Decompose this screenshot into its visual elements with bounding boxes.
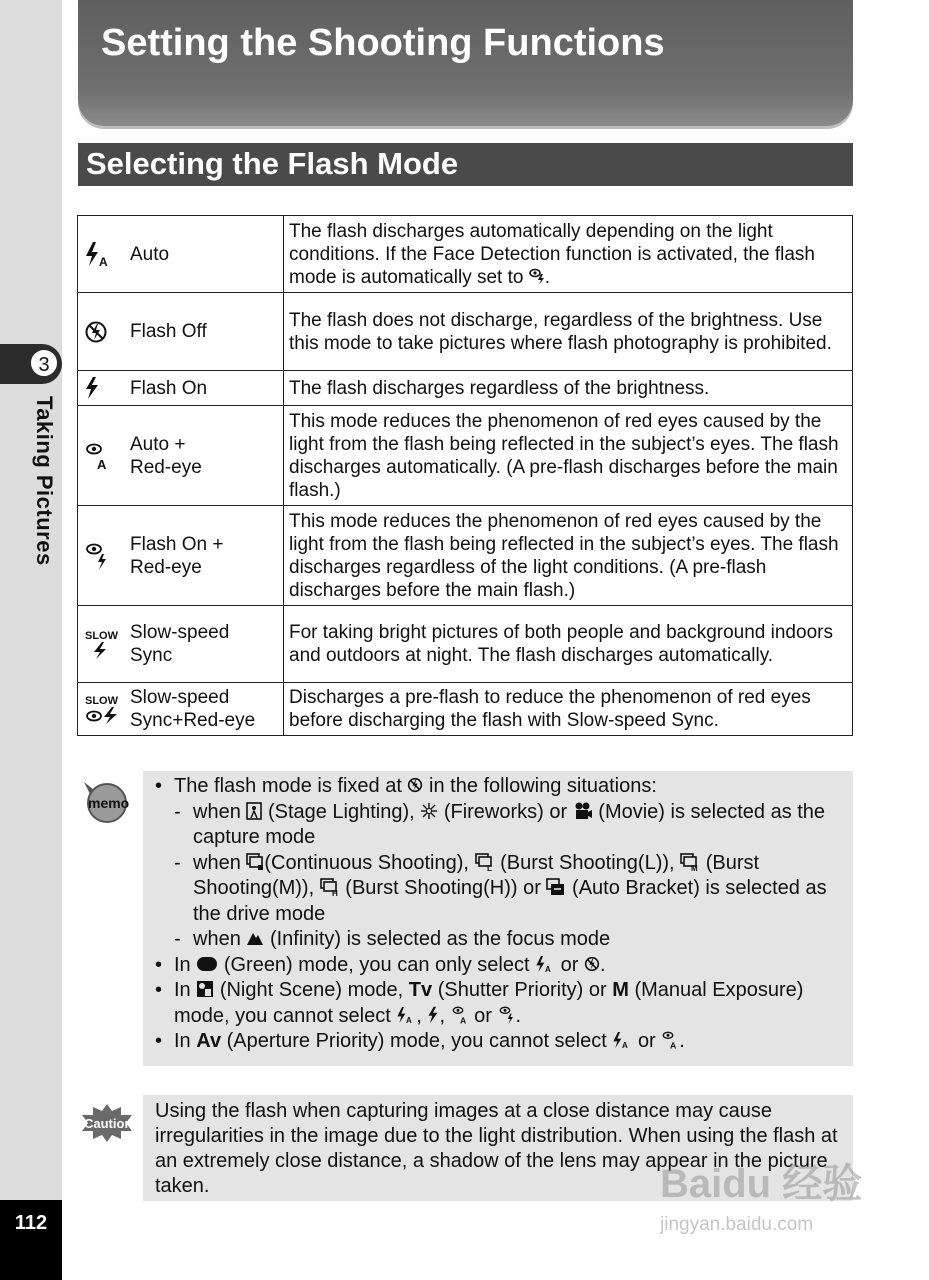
- memo-sub-item: - when (Stage Lighting), (Fireworks) or (Movie) is selected as the capture mode: [174, 800, 826, 848]
- flash-mode-table: [77, 215, 853, 736]
- green-mode-icon: [196, 956, 218, 972]
- flash-on-red-eye-inline-icon: [529, 267, 545, 285]
- flash-on-red-eye-icon: [84, 541, 130, 571]
- memo-content: [155, 774, 845, 1055]
- mode-description: The flash does not discharge, regardless of the brightness. Use this mode to take pictures where flash photography is prohibited.: [284, 293, 853, 371]
- movie-icon: [573, 802, 593, 820]
- mode-description: For taking bright pictures of both people and background indoors and outdoors at night. The flash discharges automatically.: [284, 606, 853, 683]
- memo-bullet: • The flash mode is fixed at in the following situations:: [155, 775, 657, 797]
- flash-off-icon: [584, 956, 600, 972]
- memo-bullet: • In Av (Aperture Priority) mode, you cannot select A or A .: [155, 1029, 845, 1055]
- table-row: [78, 506, 853, 606]
- svg-text:SLOW: SLOW: [85, 630, 118, 642]
- mode-label: Flash Off: [130, 321, 207, 342]
- burst-shooting-m-icon: [680, 853, 700, 871]
- svg-text:Caution: Caution: [84, 1116, 133, 1131]
- burst-shooting-l-icon: [475, 853, 495, 871]
- caution-icon: [80, 1103, 134, 1148]
- chapter-sidebar: [0, 0, 62, 1280]
- table-row: [78, 371, 853, 406]
- stage-lighting-icon: [246, 802, 262, 820]
- auto-red-eye-icon: [661, 1030, 679, 1050]
- flash-auto-icon: [612, 1031, 632, 1049]
- manual-mode-icon: M: [612, 979, 629, 1001]
- svg-text:A: A: [97, 456, 107, 471]
- table-row: [78, 293, 853, 371]
- chapter-title: Taking Pictures: [32, 396, 57, 566]
- mode-description: The flash discharges automatically depending on the light conditions. If the Face Detection function is activated, the flash mode is automatically set to: [289, 220, 815, 288]
- svg-text:H: H: [331, 889, 338, 896]
- table-row: [78, 606, 853, 683]
- burst-shooting-h-icon: [320, 878, 340, 896]
- memo-bullet: • In (Green) mode, you can only select A or .: [155, 953, 606, 976]
- chapter-number: 3: [29, 348, 59, 378]
- mode-description: This mode reduces the phenomenon of red eyes caused by the light from the flash being reflected in the subject’s eyes. The flash discharges regardless of the light conditions. (A pre-flash discharges before the main flash.): [284, 506, 853, 606]
- mode-label: Flash On: [130, 377, 208, 399]
- auto-red-eye-icon: [84, 441, 130, 471]
- watermark-url: jingyan.baidu.com: [660, 1214, 814, 1235]
- svg-text:A: A: [99, 255, 108, 267]
- mode-label: Slow-speed Sync: [130, 622, 230, 666]
- mode-description: Discharges a pre-flash to reduce the phenomenon of red eyes before discharging the flash with Slow-speed Sync.: [284, 683, 853, 736]
- memo-sub-item: - when (Continuous Shooting), L (Burst Shooting(L)), M (Burst Shooting(M)), H (Burst Shooting(H)) or (Auto Bracket) is selected as the drive mode: [174, 851, 827, 925]
- svg-text:memo: memo: [88, 795, 130, 811]
- memo-bullet: • In (Night Scene) mode, Tv (Shutter Priority) or M (Manual Exposure) mode, you cannot select A , , A or .: [155, 979, 804, 1027]
- mode-description: This mode reduces the phenomenon of red eyes caused by the light from the flash being reflected in the subject’s eyes. The flash discharges automatically. (A pre-flash discharges before the main flash.): [284, 406, 853, 506]
- page-title: Setting the Shooting Functions: [101, 22, 665, 64]
- auto-red-eye-icon: [451, 1005, 469, 1025]
- watermark: Baidu 经验: [660, 1162, 863, 1206]
- mode-label: Auto: [130, 243, 170, 265]
- night-scene-icon: [196, 980, 214, 998]
- tv-mode-icon: Tv: [408, 979, 433, 1001]
- slow-sync-red-eye-icon: [84, 693, 130, 725]
- svg-text:A: A: [622, 1041, 629, 1049]
- flash-auto-icon: [396, 1006, 416, 1024]
- mode-label: Slow-speed Sync+Red-eye: [130, 687, 256, 731]
- av-mode-icon: Av: [196, 1030, 222, 1052]
- flash-off-icon: [84, 320, 130, 344]
- fireworks-icon: [420, 802, 438, 820]
- page-number: 112: [14, 1212, 48, 1234]
- memo-sub-item: - when (Infinity) is selected as the focus mode: [174, 928, 611, 950]
- flash-off-icon: [407, 777, 423, 793]
- svg-text:A: A: [670, 1040, 677, 1050]
- caution-text: Using the flash when capturing images at a close distance may cause irregularities in the image due to the light distribution. When using the flash at an extremely close distance, a shadow of the lens may appear in the picture taken.: [155, 1100, 838, 1197]
- flash-on-red-eye-icon: [498, 1005, 516, 1025]
- mode-label: Flash On + Red-eye: [130, 533, 224, 578]
- flash-auto-icon: [84, 241, 130, 267]
- table-row: [78, 406, 853, 506]
- infinity-focus-icon: [246, 930, 264, 946]
- svg-text:M: M: [691, 863, 698, 871]
- flash-auto-icon: [535, 955, 555, 973]
- svg-text:L: L: [486, 863, 492, 871]
- memo-icon: [80, 778, 130, 829]
- auto-bracket-icon: [546, 878, 566, 896]
- flash-on-icon: [427, 1006, 439, 1024]
- svg-text:SLOW: SLOW: [85, 695, 118, 707]
- svg-text:A: A: [406, 1015, 413, 1024]
- mode-description: The flash discharges regardless of the brightness.: [284, 371, 853, 406]
- section-title: Selecting the Flash Mode: [86, 146, 459, 181]
- flash-on-icon: [84, 376, 130, 400]
- table-row: A Auto The flash discharges automatically depending on the light conditions. If the Face Detection function is activated, the flash mode is automatically set to .: [78, 216, 853, 293]
- mode-label: Auto + Red-eye: [130, 433, 202, 478]
- continuous-shooting-icon: [246, 853, 264, 871]
- table-row: [78, 683, 853, 736]
- slow-sync-icon: [84, 628, 130, 660]
- svg-text:A: A: [545, 964, 551, 973]
- svg-text:A: A: [459, 1015, 466, 1025]
